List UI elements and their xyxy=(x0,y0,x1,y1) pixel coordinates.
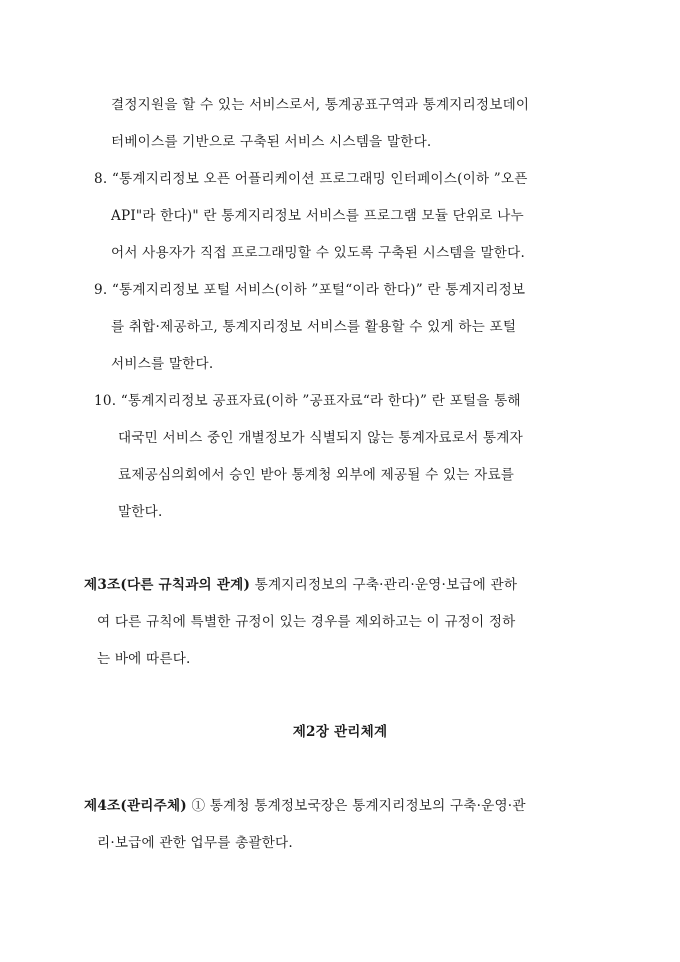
article-3-text: 통계지리정보의 구축·관리·운영·보급에 관하 xyxy=(250,577,518,593)
chapter-heading: 제2장 관리체계 xyxy=(292,724,388,740)
text-line: 대국민 서비스 중인 개별정보가 식별되지 않는 통계자료로서 통계자 xyxy=(118,430,523,446)
definition-item-8: 8. “통계지리정보 오픈 어플리케이션 프로그래밍 인터페이스(이하 ”오픈 xyxy=(94,171,528,187)
text-line: 료제공심의회에서 승인 받아 통계청 외부에 제공될 수 있는 자료를 xyxy=(118,467,515,483)
text-line: 여 다른 규칙에 특별한 규정이 있는 경우를 제외하고는 이 규정이 정하 xyxy=(97,614,516,630)
definition-item-10: 10. “통계지리정보 공표자료(이하 ”공표자료“라 한다)” 란 포털을 통해 xyxy=(94,393,521,409)
article-4-heading: 제4조(관리주체) xyxy=(84,798,187,814)
text-line: 서비스를 말한다. xyxy=(111,356,214,372)
article-3 xyxy=(84,573,517,593)
definition-item-9: 9. “통계지리정보 포털 서비스(이하 ”포털“이라 한다)” 란 통계지리정보 xyxy=(94,282,526,298)
text-line: 어서 사용자가 직접 프로그래밍할 수 있도록 구축된 시스템을 말한다. xyxy=(111,245,525,261)
text-line: 는 바에 따른다. xyxy=(97,651,191,667)
article-4 xyxy=(84,794,526,814)
text-line: 터베이스를 기반으로 구축된 서비스 시스템을 말한다. xyxy=(111,134,432,150)
text-line: 를 취합·제공하고, 통계지리정보 서비스를 활용할 수 있게 하는 포털 xyxy=(111,319,517,335)
text-line: API"라 한다)" 란 통계지리정보 서비스를 프로그램 모듈 단위로 나누 xyxy=(111,208,524,224)
article-3-heading: 제3조(다른 규칙과의 관계) xyxy=(84,577,251,593)
text-line: 결정지원을 할 수 있는 서비스로서, 통계공표구역과 통계지리정보데이 xyxy=(111,97,530,113)
article-4-text: ① 통계청 통계정보국장은 통계지리정보의 구축·운영·관 xyxy=(186,798,526,814)
text-line: 리·보급에 관한 업무를 총괄한다. xyxy=(97,835,293,851)
text-line: 말한다. xyxy=(118,504,163,520)
